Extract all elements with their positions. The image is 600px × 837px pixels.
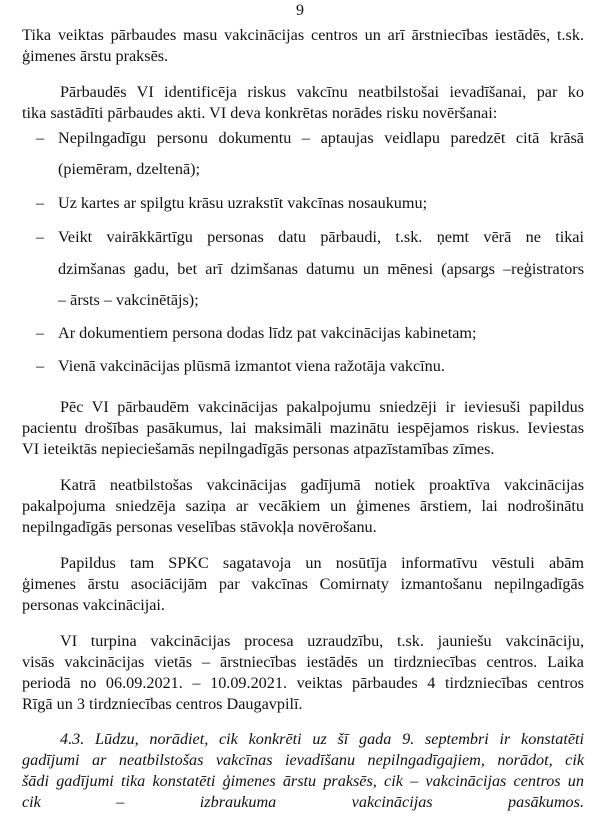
- paragraph-1-line-1: Tika veiktas pārbaudes masu vakcinācijas centros un arī ārstniecības iestādēs, t.sk.: [22, 26, 584, 44]
- bullet-3-line-1: Veikt vairākkārtīgu personas datu pārbaudi, t.sk. ņemt vērā ne tikai: [58, 228, 584, 246]
- bullet-1-line-2: (piemēram, dzeltenā);: [58, 160, 201, 178]
- bullet-dash: –: [36, 228, 45, 246]
- bullet-1-line-1: Nepilngadīgu personu dokumentu – aptaujas veidlapu paredzēt citā krāsā: [58, 129, 584, 147]
- paragraph-4-line-3: nepilngadīgās personas veselības stāvokļa novērošanu.: [22, 518, 377, 536]
- paragraph-4-line-1: Katrā neatbilstošas vakcinācijas gadījumā notiek proaktīva vakcinācijas: [60, 476, 584, 494]
- bullet-4-line-1: Ar dokumentiem persona dodas līdz pat vakcinācijas kabinetam;: [58, 324, 477, 342]
- paragraph-6-line-3: periodā no 06.09.2021. – 10.09.2021. veiktas pārbaudes 4 tirdzniecības centros: [22, 674, 584, 692]
- bullet-2-line-1: Uz kartes ar spilgtu krāsu uzrakstīt vakcīnas nosaukumu;: [58, 194, 428, 212]
- question-line-4: cik – izbraukuma vakcinācijas pasākumos.: [22, 793, 584, 811]
- question-line-3: šādi gadījumi tika konstatēti ģimenes ārstu praksēs, cik – vakcinācijas centros un: [22, 772, 584, 790]
- paragraph-5-line-1: Papildus tam SPKC sagatavoja un nosūtīja informatīvu vēstuli abām: [60, 554, 584, 572]
- paragraph-1-line-2: ģimenes ārstu praksēs.: [22, 47, 169, 65]
- paragraph-6-line-1: VI turpina vakcinācijas procesa uzraudzību, t.sk. jauniešu vakcināciju,: [60, 632, 584, 650]
- question-line-2: gadījumi ar neatbilstošas vakcīnas ievadīšanu nepilngadīgajiem, norādot, cik: [22, 751, 584, 769]
- bullet-3-line-3: – ārsts – vakcinētājs);: [58, 291, 199, 309]
- paragraph-5-line-3: personas vakcinācijai.: [22, 596, 165, 614]
- bullet-5-line-1: Vienā vakcinācijas plūsmā izmantot viena ražotāja vakcīnu.: [58, 357, 445, 375]
- paragraph-3-line-1: Pēc VI pārbaudēm vakcinācijas pakalpojumu sniedzēji ir ieviesuši papildus: [60, 398, 584, 416]
- paragraph-2-line-2: tika sastādīti pārbaudes akti. VI deva konkrētas norādes risku novēršanai:: [22, 104, 498, 122]
- paragraph-6-line-2: visās vakcinācijas vietās – ārstniecības iestādēs un tirdzniecības centros. Laika: [22, 653, 584, 671]
- bullet-dash: –: [36, 194, 45, 212]
- paragraph-2-line-1: Pārbaudēs VI identificēja riskus vakcīnu neatbilstošai ievadīšanai, par ko: [60, 83, 584, 101]
- bullet-dash: –: [36, 357, 45, 375]
- paragraph-4-line-2: pakalpojuma sniedzēja saziņa ar vecākiem un ģimenes ārstiem, lai nodrošinātu: [22, 497, 584, 515]
- paragraph-3-line-3: VI ieteiktās nepieciešamās nepilngadīgās personas atpazīstamības zīmes.: [22, 440, 495, 458]
- question-line-1: 4.3. Lūdzu, norādiet, cik konkrēti uz šī gada 9. septembri ir konstatēti: [60, 730, 584, 748]
- bullet-dash: –: [36, 324, 45, 342]
- paragraph-3-line-2: pacientu drošības pasākumus, lai maksimāli mazinātu iespējamos riskus. Ieviestas: [22, 419, 584, 437]
- paragraph-6-line-4: Rīgā un 3 tirdzniecības centros Daugavpilī.: [22, 695, 303, 713]
- page-number: 9: [296, 2, 304, 19]
- paragraph-5-line-2: ģimenes ārstu asociācijām par vakcīnas Comirnaty izmantošanu nepilngadīgās: [22, 575, 584, 593]
- bullet-dash: –: [36, 129, 45, 147]
- bullet-3-line-2: dzimšanas gadu, bet arī dzimšanas datumu un mēnesi (apsargs –reģistrators: [58, 260, 584, 278]
